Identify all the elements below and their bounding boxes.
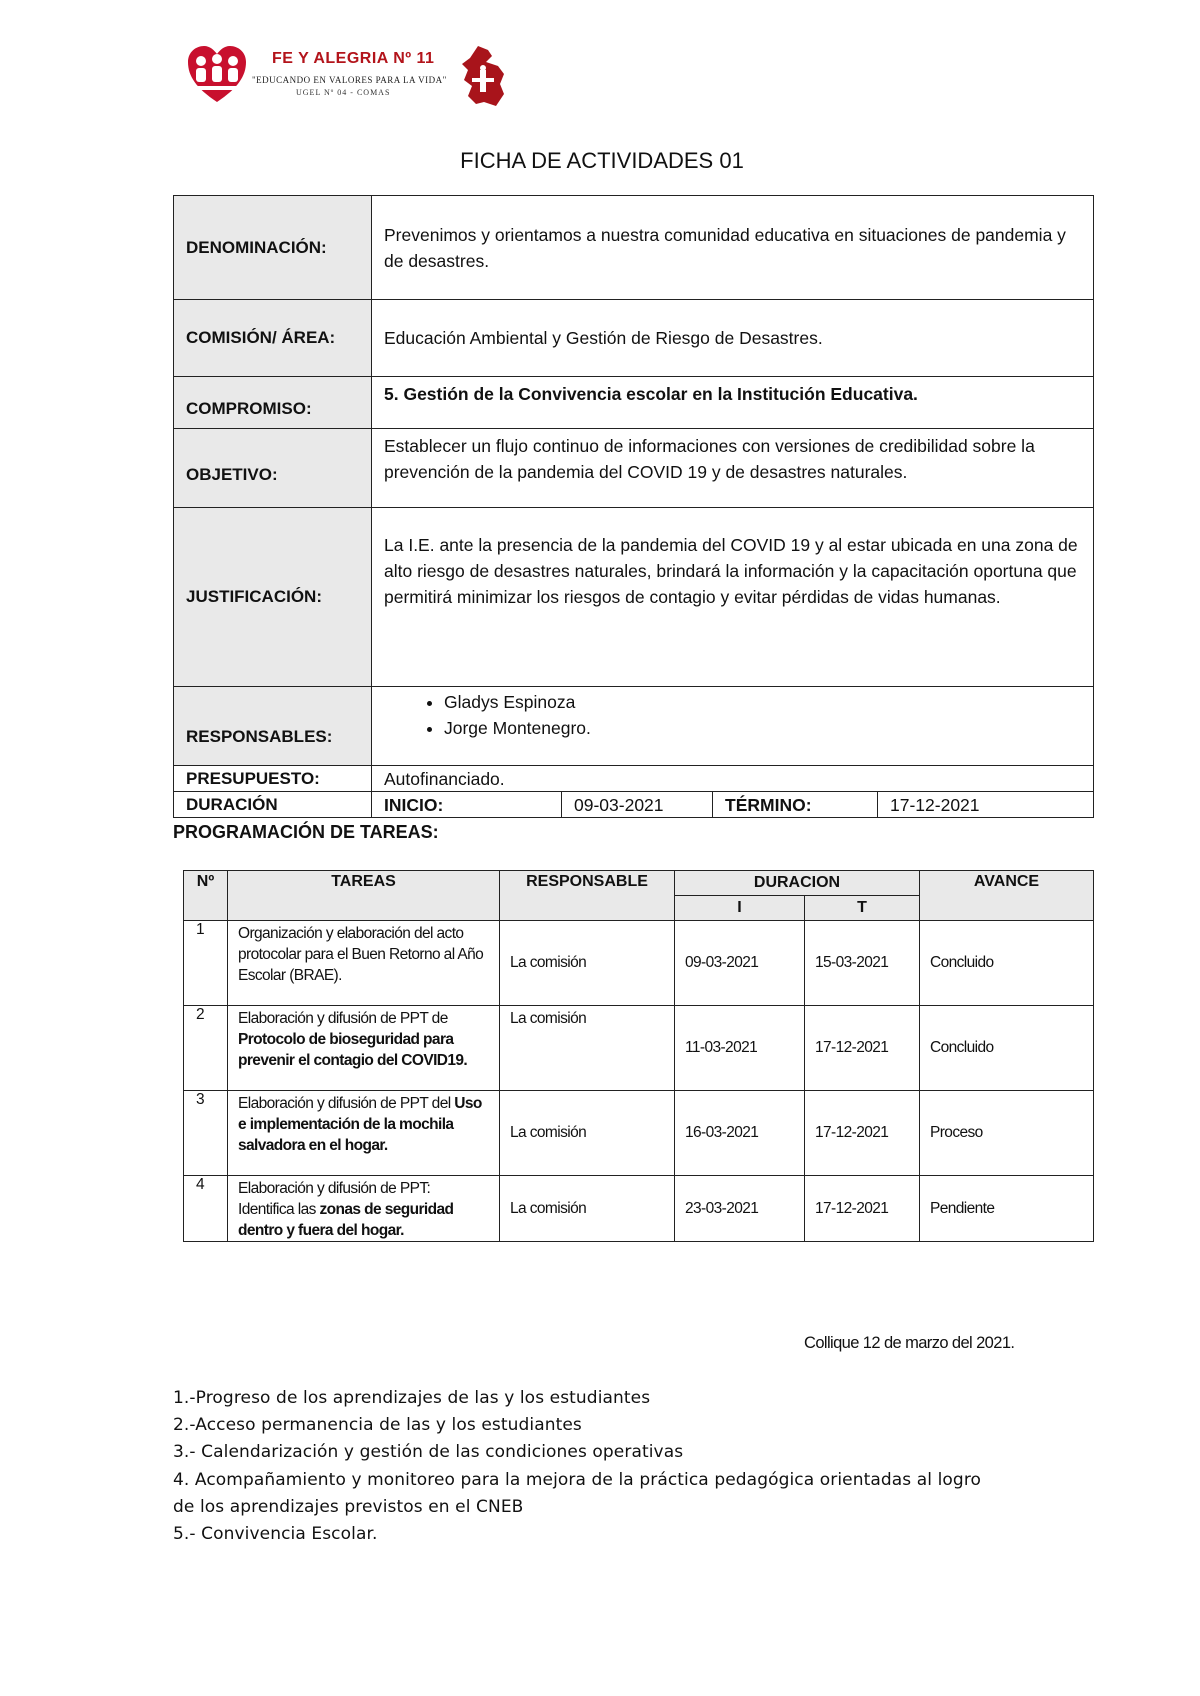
task-text: Organización y elaboración del acto protocolar para el Buen Retorno al Año Escolar (BRAE). — [238, 925, 484, 984]
presupuesto-value: Autofinanciado. — [372, 766, 1094, 792]
task-num: 3 — [184, 1091, 228, 1176]
comision-value: Educación Ambiental y Gestión de Riesgo de Desastres. — [372, 300, 1094, 377]
task-avance: Concluido — [920, 921, 1094, 1006]
responsables-value — [372, 687, 1094, 766]
task-avance: Pendiente — [920, 1176, 1094, 1242]
task-inicio: 11-03-2021 — [675, 1006, 805, 1091]
responsables-list — [384, 689, 1081, 741]
list-item: 3.- Calendarización y gestión de las condiciones operativas — [173, 1442, 684, 1463]
responsable-item: • Jorge Montenegro. — [444, 715, 1081, 741]
list-item: 5.- Convivencia Escolar. — [173, 1524, 378, 1545]
tasks-table — [183, 870, 1094, 1242]
task-responsable — [500, 1006, 675, 1091]
task-text-bold: Protocolo de bioseguridad para prevenir el contagio del COVID19. — [238, 1031, 468, 1069]
task-inicio: 23-03-2021 — [675, 1176, 805, 1242]
justificacion-value: La I.E. ante la presencia de la pandemia del COVID 19 y al estar ubicada en una zona de alto riesgo de desastres naturales, brindará la información y la capacitación oportuna que permitirá minimizar los riesgos de contagio y evitar pérdidas de vidas humanas. — [372, 508, 1094, 687]
task-termino: 17-12-2021 — [805, 1006, 920, 1091]
task-termino: 17-12-2021 — [805, 1091, 920, 1176]
task-description — [228, 1176, 500, 1242]
ugel-label: UGEL Nº 04 - COMAS — [296, 88, 391, 97]
row-objetivo — [174, 429, 1094, 508]
commitments-list — [173, 1385, 981, 1548]
task-description — [228, 1091, 500, 1176]
inicio-value: 09-03-2021 — [562, 792, 713, 818]
school-name: FE Y ALEGRIA Nº 11 — [272, 50, 435, 67]
header-termino: T — [805, 896, 920, 921]
task-text: Elaboración y difusión de PPT de — [238, 1010, 448, 1027]
header-num: Nº — [184, 871, 228, 921]
task-text: Elaboración y difusión de PPT: Identifica las — [238, 1180, 431, 1218]
school-logo — [186, 44, 248, 106]
compromiso-value: 5. Gestión de la Convivencia escolar en la Institución Educativa. — [372, 377, 1094, 429]
place-date: Collique 12 de marzo del 2021. — [804, 1334, 1015, 1352]
list-item: 2.-Acceso permanencia de las y los estudiantes — [173, 1415, 582, 1436]
activity-info-table — [173, 195, 1094, 818]
task-termino: 15-03-2021 — [805, 921, 920, 1006]
presupuesto-label: PRESUPUESTO: — [174, 766, 372, 792]
task-text-bold: Uso e implementación de la mochila salvadora en el hogar. — [238, 1095, 482, 1154]
crest-logo — [458, 44, 508, 108]
tasks-header-row — [184, 871, 1094, 896]
table-row — [184, 1006, 1094, 1091]
objetivo-label: OBJETIVO: — [174, 429, 372, 508]
table-row — [184, 921, 1094, 1006]
task-inicio: 09-03-2021 — [675, 921, 805, 1006]
task-num: 4 — [184, 1176, 228, 1242]
table-row — [184, 1176, 1094, 1242]
task-description — [228, 921, 500, 1006]
header-inicio: I — [675, 896, 805, 921]
responsables-label: RESPONSABLES: — [174, 687, 372, 766]
header-responsable: RESPONSABLE — [500, 871, 675, 921]
denominacion-label: DENOMINACIÓN: — [174, 196, 372, 300]
justificacion-label: JUSTIFICACIÓN: — [174, 508, 372, 687]
compromiso-label: COMPROMISO: — [174, 377, 372, 429]
table-row — [184, 1091, 1094, 1176]
termino-label: TÉRMINO: — [713, 792, 878, 818]
task-description — [228, 1006, 500, 1091]
task-termino: 17-12-2021 — [805, 1176, 920, 1242]
task-inicio: 16-03-2021 — [675, 1091, 805, 1176]
task-responsable-text: La comisión — [510, 1010, 587, 1027]
task-num: 1 — [184, 921, 228, 1006]
row-presupuesto — [174, 766, 1094, 792]
header-tareas: TAREAS — [228, 871, 500, 921]
task-responsable: La comisión — [500, 921, 675, 1006]
task-num: 2 — [184, 1006, 228, 1091]
inicio-label: INICIO: — [372, 792, 562, 818]
row-responsables — [174, 687, 1094, 766]
header-avance: AVANCE — [920, 871, 1094, 921]
row-denominacion — [174, 196, 1094, 300]
duracion-label: DURACIÓN — [174, 792, 372, 818]
task-avance: Proceso — [920, 1091, 1094, 1176]
school-motto: "EDUCANDO EN VALORES PARA LA VIDA" — [252, 75, 447, 85]
list-item: 4. Acompañamiento y monitoreo para la mejora de la práctica pedagógica orientadas al logro — [173, 1469, 982, 1490]
programacion-title: PROGRAMACIÓN DE TAREAS: — [173, 822, 439, 842]
objetivo-value: Establecer un flujo continuo de informaciones con versiones de credibilidad sobre la prevención de la pandemia del COVID 19 y de desastres naturales. — [372, 429, 1094, 508]
task-text-bold: zonas de seguridad dentro y fuera del hogar. — [238, 1201, 454, 1239]
document-title: FICHA DE ACTIVIDADES 01 — [460, 148, 744, 173]
comision-label: COMISIÓN/ ÁREA: — [174, 300, 372, 377]
list-item: 1.-Progreso de los aprendizajes de las y los estudiantes — [173, 1388, 651, 1408]
termino-value: 17-12-2021 — [878, 792, 1094, 818]
task-responsable: La comisión — [500, 1176, 675, 1242]
task-avance: Concluido — [920, 1006, 1094, 1091]
row-compromiso — [174, 377, 1094, 429]
row-comision — [174, 300, 1094, 377]
row-justificacion — [174, 508, 1094, 687]
header-duracion: DURACION — [675, 871, 920, 896]
denominacion-value: Prevenimos y orientamos a nuestra comunidad educativa en situaciones de pandemia y de desastres. — [372, 196, 1094, 300]
responsable-item: • Gladys Espinoza — [444, 689, 1081, 715]
task-responsable: La comisión — [500, 1091, 675, 1176]
list-item: de los aprendizajes previstos en el CNEB — [173, 1496, 524, 1517]
row-duracion — [174, 792, 1094, 818]
task-text: Elaboración y difusión de PPT del — [238, 1095, 455, 1112]
